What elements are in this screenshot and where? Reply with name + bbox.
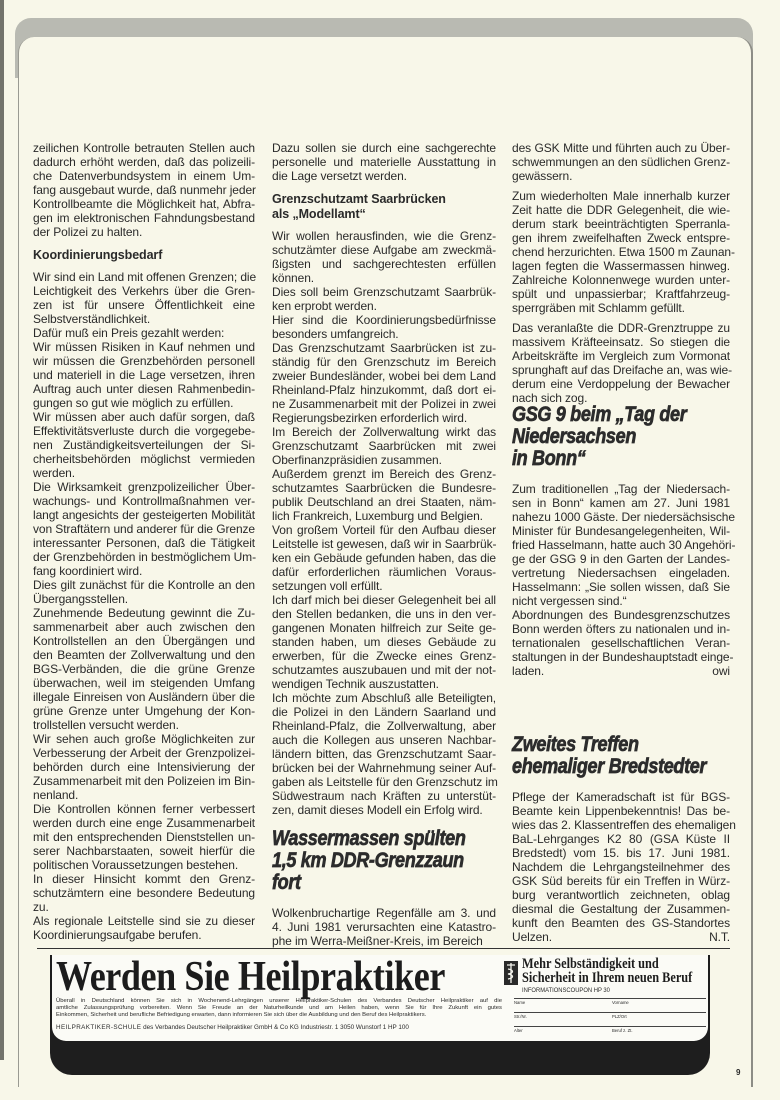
text-line: behörden durch eine Intensivierung der	[33, 760, 255, 774]
text-line: chend herzurichten. Etwa 1500 m Zaunan-	[512, 245, 735, 259]
text-line: wies das 2. Klassentreffen des ehemaligen	[512, 818, 736, 832]
text-line: fang ausgebaut wurde, daß nunmehr jeder	[33, 183, 256, 197]
text-line: Verbesserung der Arbeit der Grenzpolizei-	[33, 746, 255, 760]
paragraph	[33, 802, 255, 872]
text-line: politischen Voraussetzungen bestehen.	[33, 858, 239, 872]
text-line: nenland.	[33, 788, 79, 802]
text-line: gen ihrem zweifelhaften Zweck entspre-	[512, 231, 730, 245]
text-line: gen im elektronischen Fahndungsbestand	[33, 211, 255, 225]
text-line: GSK Süd bereits für ein Treffen in Würz-	[512, 874, 730, 888]
text-line-content: Uelzen.	[512, 930, 552, 944]
text-line: nahezu 1000 Gäste. Der niedersächsische	[512, 510, 735, 524]
paragraph	[33, 480, 255, 578]
text-line: überwachen, weil im steigenden Umfang	[33, 676, 255, 690]
paragraph	[33, 141, 255, 239]
text-line: Das veranlaßte die DDR-Grenztruppe zu	[512, 321, 730, 335]
text-line: ge der GSG 9 in den Garten der Landes-	[512, 552, 730, 566]
text-line: sammenarbeit aber auch zwischen den	[33, 620, 255, 634]
text-line: den Beamten der Zollverwaltung und den	[33, 648, 255, 662]
text-line: Wir müssen Risiken in Kauf nehmen und	[33, 340, 255, 354]
text-line: ken erprobt werden.	[272, 299, 377, 313]
text-line	[512, 664, 730, 678]
ad-tagline	[522, 957, 692, 985]
text-line: Koordinierungsbedarf	[33, 248, 163, 262]
text-line: illegale Einreisen von Ausländern über die	[33, 690, 255, 704]
text-line: gangenen Monaten hilfreich zur Seite ge-	[272, 621, 496, 635]
ad-body-line: Einkommen, Sicherheit und berufliche Befriedigung erwarten, dann informieren Sie sich über die Ausbildung und den Beruf des Heilpraktikers.	[56, 1012, 427, 1018]
text-line: Beamte kein Lippenbekenntnis! Das be-	[512, 804, 730, 818]
ad-address: des Verbandes Deutscher Heilpraktiker GmbH & Co KG Industriestr. 1 3050 Wunstorf 1 HP 100	[141, 1024, 409, 1031]
text-line: Rheinland-Pfalz hinzukommt, daß dort ei-	[272, 383, 496, 397]
text-line: brücken bei der Wahrnehmung seiner Auf-	[272, 761, 496, 775]
paragraph	[33, 914, 255, 942]
text-line: werden durch eine enge Zusammenarbeit	[33, 816, 255, 830]
column-3-bredstedter-article	[512, 733, 736, 944]
text-line: Rheinland-Pfalz, die Zollverwaltung, aber	[272, 719, 496, 733]
coupon-title: INFORMATIONSCOUPON HP 30	[522, 987, 610, 994]
ad-tagline-line: Sicherheit in Ihrem neuen Beruf	[522, 970, 693, 986]
text-line: Nachdem die Lehrgangsteilnehmer des	[512, 860, 730, 874]
text-line: fried Hasselmann, hatte auch 30 Angehöri-	[512, 538, 736, 552]
coupon-field-age: Alter	[514, 1028, 523, 1033]
paragraph	[33, 270, 255, 326]
text-line: sen in Bonn“ kamen am 27. Juni 1981	[512, 496, 730, 510]
paragraph	[512, 189, 735, 315]
text-line: Zum wiederholten Male innerhalb kurzer	[512, 189, 730, 203]
text-line: setzungen voll erfüllt.	[272, 579, 383, 593]
text-line: Effektivitätsverluste durch die vorgegebe-	[33, 424, 255, 438]
text-line: zen, damit dieses Modell ein Erfolg wird.	[272, 803, 483, 817]
text-line: Zum traditionellen „Tag der Niedersach-	[512, 482, 730, 496]
paragraph	[272, 691, 496, 817]
text-line: Dafür muß ein Preis gezahlt werden:	[33, 326, 225, 340]
text-line: zeilichen Kontrolle betrauten Stellen auch	[33, 141, 255, 155]
column-1	[33, 141, 255, 942]
text-line: nach sich zog.	[512, 391, 588, 405]
text-line: Grenzschutzamt Saarbrücken	[272, 192, 446, 206]
ad-panel	[52, 955, 708, 1041]
text-line: Wir wollen herausfinden, wie die Grenz-	[272, 229, 496, 243]
text-line: Dazu sollen sie durch eine sachgerechte	[272, 141, 496, 155]
text-line: wir müssen die Grenzbehörden personell	[33, 354, 255, 368]
text-line: ne Zusammenarbeit mit der Polizei in zwei	[272, 397, 496, 411]
text-line: wachungs- und Kontrollmaßnahmen ver-	[33, 494, 255, 508]
text-line: serer Nachbarstaaten, soweit hierfür die	[33, 844, 255, 858]
paragraph	[33, 410, 255, 480]
text-line: erwerben, für die Zwecke eines Grenz-	[272, 649, 496, 663]
text-line: langt angesichts der gesteigerten Mobilität	[33, 508, 255, 522]
paragraph	[512, 790, 736, 944]
text-line: phe im Werra-Meißner-Kreis, im Bereich	[272, 934, 483, 948]
article-headline	[512, 734, 730, 778]
paragraph	[272, 906, 496, 948]
text-line: massivem Kräfteeinsatz. So stiegen die	[512, 335, 730, 349]
text-line: Kontrollstellen an den Übergängen und	[33, 634, 255, 648]
text-line: werden.	[33, 466, 75, 480]
author-signature: N.T.	[709, 930, 730, 944]
page-number: 9	[736, 1068, 741, 1077]
advertisement	[50, 955, 710, 1075]
text-line: der Grenzbehörden in bestmöglichem Um-	[33, 550, 256, 564]
coupon-field-vorname: Vorname	[612, 1000, 629, 1005]
text-line: wendigen Technik auszustatten.	[272, 677, 439, 691]
coupon-field-row	[514, 1026, 706, 1040]
text-line	[512, 930, 730, 944]
caduceus-logo-icon	[504, 961, 518, 985]
text-line: des GSK Mitte und führten auch zu Über-	[512, 141, 730, 155]
section-heading	[33, 248, 255, 263]
text-line: ternationalen gesellschaftlichen Veran-	[512, 636, 730, 650]
text-line: interessanter Personen, daß die Tätigkeit	[33, 536, 255, 550]
text-line: Wir sind ein Land mit offenen Grenzen; die	[33, 270, 257, 284]
text-line: Im Bereich der Zollverwaltung wirkt das	[272, 425, 496, 439]
text-line: schutzämtern eine besondere Bedeutung	[33, 886, 255, 900]
text-line: sperrgräben mit Schlamm gefüllt.	[512, 301, 685, 315]
text-line: BaL-Lehrganges K2 80 (GSA Küste II	[512, 832, 730, 846]
text-line: Zunehmende Bedeutung gewinnt die Zu-	[33, 606, 255, 620]
paragraph	[272, 467, 496, 523]
author-signature: owi	[712, 664, 730, 678]
text-line: ständig für den Grenzschutz im Bereich	[272, 355, 496, 369]
paragraph	[33, 326, 255, 340]
coupon-form	[514, 998, 706, 1040]
ad-school-address	[56, 1024, 409, 1031]
text-line: zen ist für unsere Öffentlichkeit eine	[33, 298, 255, 312]
text-line: Wir müssen aber auch dafür sorgen, daß	[33, 410, 255, 424]
text-line: grüne Grenze unter Umgehung der Kon-	[33, 704, 255, 718]
text-line: fort	[272, 871, 301, 894]
text-line: 4. Juni 1981 verursachten eine Katastro-	[272, 920, 496, 934]
coupon-field-city: PLZ/Ort	[612, 1014, 627, 1019]
coupon-field-job: Beruf z. Zt.	[612, 1028, 633, 1033]
article-headline	[512, 404, 730, 470]
text-line: nen Zuständigkeitsverteilungen der Si-	[33, 438, 255, 452]
text-line: Hier sind die Koordinierungsbedürfnisse	[272, 313, 496, 327]
text-line: von Straftätern und anderer für die Grenze	[33, 522, 255, 536]
text-line: sprunghaft auf das Dreifache an, was wie-	[512, 363, 733, 377]
text-line: ken ein Gebäude gefunden haben, das die	[272, 551, 496, 565]
text-line: In dieser Hinsicht kommt den Grenz-	[33, 872, 255, 886]
paragraph	[272, 141, 496, 183]
ad-headline: Werden Sie Heilpraktiker	[56, 954, 445, 1000]
text-line: in Bonn“	[512, 447, 586, 470]
text-line: Abordnungen des Bundesgrenzschutzes	[512, 608, 730, 622]
text-line: Bredstedt) vom 15. bis 17. Juni 1981.	[512, 846, 730, 860]
ad-school-name: HEILPRAKTIKER-SCHULE	[56, 1024, 142, 1031]
text-line: schutzamtes auszubauen und mit der not-	[272, 663, 496, 677]
text-line: nicht vergessen sind.“	[512, 594, 627, 608]
paragraph	[33, 340, 255, 410]
text-line: Auftrag auch unter diesen Rahmenbedin-	[33, 382, 255, 396]
text-line: che Datenverbundsystem in einem Um-	[33, 169, 255, 183]
paragraph	[272, 285, 496, 313]
text-line: schutzämter diese Aufgabe am zweckmä-	[272, 243, 496, 257]
ad-body-line: Überall in Deutschland können Sie sich in Wochenend-Lehrgängen unserer Heilpraktiker-Schulen des Verbandes Deutscher Heilpraktiker auf die	[56, 998, 502, 1004]
text-line: gaben als Leitstelle für den Grenzschutz im	[272, 775, 498, 789]
text-line: vertretung Niedersachsen eingeladen.	[512, 566, 730, 580]
text-line: die Polizei in den Ländern Saarland und	[272, 705, 496, 719]
text-line: ehemaliger Bredstedter	[512, 755, 707, 778]
text-line: gungen so gut wie möglich zu erfüllen.	[33, 396, 234, 410]
column-2-article	[272, 141, 496, 817]
paragraph	[272, 523, 496, 593]
paragraph	[33, 872, 255, 914]
text-line: schutzamtes Saarbrücken die Bundesre-	[272, 481, 496, 495]
text-line: Die Kontrollen können ferner verbessert	[33, 802, 255, 816]
text-line-content: laden.	[512, 664, 545, 678]
text-line: Zahlreiche Kolonnenwege wurden unter-	[512, 273, 730, 287]
text-line: Als regionale Leitstelle sind sie zu dieser	[33, 914, 255, 928]
paragraph	[512, 141, 730, 183]
section-heading	[272, 192, 496, 222]
text-line: Hasselmann: „Sie sollen wissen, daß Sie	[512, 580, 730, 594]
text-line: publik Deutschland an drei Staaten, näm-	[272, 495, 496, 509]
text-line: standen haben, um dieses Gebäude zu	[272, 635, 496, 649]
scan-edge	[0, 0, 4, 1060]
text-line: Kontrollbeamte die Möglichkeit hat, Abfra-	[33, 197, 255, 211]
ad-body-line: amtliche Zulassungsprüfung vorbereiten. Wenn Sie Freude an der Naturheilkunde und am Heilen haben, wenn Sie für Ihre Zukunft ein gutes	[56, 1005, 502, 1011]
paragraph	[272, 229, 496, 285]
text-line: Dies gilt zunächst für die Kontrolle an den	[33, 578, 255, 592]
paragraph	[272, 313, 496, 341]
text-line: kunft den Beamten des GS-Standortes	[512, 916, 730, 930]
text-line: Wassermassen spülten	[272, 827, 466, 850]
text-line: ländern bitten, das Grenzschutzamt Saar-	[272, 747, 496, 761]
ad-tagline-line: Mehr Selbständigkeit und	[522, 956, 659, 972]
text-line: staltungen in der Bundeshauptstadt einge-	[512, 650, 734, 664]
column-3-gsg9-article	[512, 403, 736, 678]
text-line: personelle und materielle Ausstattung in	[272, 155, 496, 169]
paragraph	[272, 425, 496, 467]
text-line: zweier Bundesländer, wobei bei dem Land	[272, 369, 496, 383]
text-line: schwemmungen an den südlichen Grenz-	[512, 155, 730, 169]
text-line: Niedersachsen	[512, 425, 637, 448]
text-line: auch die Kollegen aus unseren Nachbar-	[272, 733, 496, 747]
text-line: Übergangsstellen.	[33, 592, 129, 606]
text-line: zu.	[33, 900, 49, 914]
text-line: derum eine Verdoppelung der Bewacher	[512, 377, 730, 391]
text-line: Leichtigkeit des Verkehrs über die Gren-	[33, 284, 255, 298]
text-line: Die Wirksamkeit grenzpolizeilicher Über-	[33, 480, 255, 494]
coupon-field-street: Str./Nr.	[514, 1014, 527, 1019]
paragraph	[33, 732, 255, 802]
text-line: lagen fegten die Wassermassen hinweg.	[512, 259, 730, 273]
text-line: lich Frankreich, Luxemburg und Belgien.	[272, 509, 483, 523]
text-line: dafür erforderlichen räumlichen Voraus-	[272, 565, 496, 579]
text-line: spült und unpassierbar; Kraftfahrzeug-	[512, 287, 730, 301]
text-line: als „Modellamt“	[272, 207, 366, 221]
text-line: Regierungsbezirken erforderlich wird.	[272, 411, 468, 425]
text-line: Zeit hatte die DDR Gelegenheit, die wie-	[512, 203, 730, 217]
article-headline	[272, 828, 496, 894]
text-line: Dies soll beim Grenzschutzamt Saarbrük-	[272, 285, 496, 299]
text-line: GSG 9 beim „Tag der	[512, 403, 687, 426]
text-line: Wir sehen auch große Möglichkeiten zur	[33, 732, 255, 746]
text-line: burg verantwortlich zeichneten, oblag	[512, 888, 730, 902]
text-line: mit den entsprechenden Dienststellen un-	[33, 830, 255, 844]
text-line: der Polizei zu halten.	[33, 225, 143, 239]
text-line: Zweites Treffen	[512, 733, 639, 756]
column-2-wassermassen-article	[272, 828, 496, 948]
text-line: gewässern.	[512, 169, 573, 183]
text-line: Südwestraum nach Kräften zu unterstüt-	[272, 789, 496, 803]
text-line: Leitstelle ist gewesen, daß wir in Saarbrük-	[272, 537, 497, 551]
text-line: ßigsten und sachgerechtesten erfüllen	[272, 257, 496, 271]
divider-rule	[37, 948, 730, 949]
paragraph	[33, 606, 255, 732]
text-line: cherheitsbehörden möglichst vermieden	[33, 452, 255, 466]
text-line: Oberfinanzpräsidien zusammen.	[272, 453, 442, 467]
paragraph	[512, 482, 736, 608]
column-3-article	[512, 141, 735, 405]
text-line: Pflege der Kameradschaft ist für BGS-	[512, 790, 730, 804]
text-line: derum stark beeinträchtigten Sperranla-	[512, 217, 730, 231]
text-line: den Stellen bedanken, die uns in den ver-	[272, 607, 496, 621]
text-line: Wolkenbruchartige Regenfälle am 3. und	[272, 906, 496, 920]
paragraph	[512, 321, 733, 405]
text-line: können.	[272, 271, 315, 285]
text-line: Grenzschutzamt Saarbrücken mit zwei	[272, 439, 496, 453]
text-line: Ich möchte zum Abschluß alle Beteiligten,	[272, 691, 496, 705]
text-line: dadurch erhöht werden, daß das polizeili-	[33, 155, 255, 169]
coupon-field-row	[514, 1012, 706, 1026]
text-line: fang koordiniert wird.	[33, 564, 143, 578]
text-line: trollstellen versucht werden.	[33, 718, 179, 732]
text-line: Zusammenarbeit mit den Polizeien im Bin-	[33, 774, 255, 788]
paragraph	[33, 578, 255, 606]
paragraph	[272, 593, 496, 691]
text-line: Ich darf mich bei dieser Gelegenheit bei all	[272, 593, 496, 607]
text-line: Koordinierungsaufgabe berufen.	[33, 928, 202, 942]
text-line: 1,5 km DDR-Grenzzaun	[272, 849, 464, 872]
text-line: Von großem Vorteil für den Aufbau dieser	[272, 523, 496, 537]
text-line: Selbstverständlichkeit.	[33, 312, 151, 326]
ad-body-text	[56, 998, 502, 1019]
text-line: die Lage versetzt werden.	[272, 169, 407, 183]
text-line: diesmal die Gestaltung der Zusammen-	[512, 902, 730, 916]
text-line: Minister für Bundesangelegenheiten, Wil-	[512, 524, 730, 538]
coupon-field-name: Name	[514, 1000, 526, 1005]
paragraph	[512, 608, 734, 678]
text-line: BGS-Verbänden, die die grüne Grenze	[33, 662, 255, 676]
text-line: und materiell in die Lage versetzen, ihren	[33, 368, 255, 382]
text-line: Arbeitskräfte im Vergleich zum Vormonat	[512, 349, 730, 363]
paragraph	[272, 341, 496, 425]
text-line: Außerdem grenzt im Bereich des Grenz-	[272, 467, 496, 481]
text-line: Bonn werden öfters zu nationalen und in-	[512, 622, 730, 636]
text-line: besonders umfangreich.	[272, 327, 399, 341]
coupon-field-row	[514, 998, 706, 1012]
text-line: Das Grenzschutzamt Saarbrücken ist zu-	[272, 341, 496, 355]
